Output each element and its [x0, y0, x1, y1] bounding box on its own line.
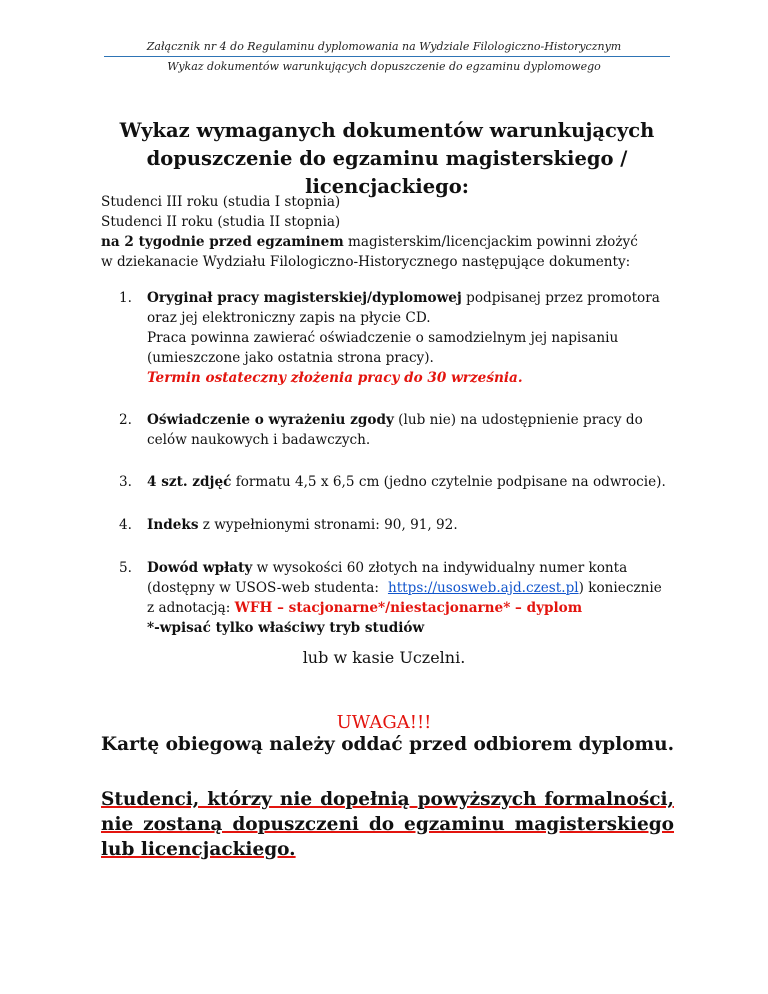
list-item-bold: Oświadczenie o wyrażeniu zgody [147, 412, 394, 428]
list-item-bold: Dowód wpłaty [147, 560, 253, 576]
list-item-number: 5. [119, 560, 132, 576]
title-line-1: Wykaz wymaganych dokumentów warunkujących [119, 119, 655, 142]
intro-line-4: w dziekanacie Wydziału Filologiczno-Historycznego następujące dokumenty: [101, 254, 631, 270]
list-item-text: z adnotacją: [147, 600, 235, 616]
warning-text: Kartę obiegową należy oddać przed odbiorem dyplomu. [101, 734, 675, 755]
list-item [101, 472, 691, 492]
list-item-text: podpisanej przez promotora [461, 290, 660, 306]
header-divider [104, 56, 670, 57]
intro-line-1: Studenci III roku (studia I stopnia) [101, 194, 341, 210]
list-item-text: ) koniecznie [578, 580, 662, 596]
list-item-text: (dostępny w USOS-web studenta: [147, 580, 379, 596]
list-item-text: w wysokości 60 złotych na indywidualny numer konta [252, 560, 628, 576]
list-item [101, 410, 691, 450]
usosweb-link[interactable]: https://usosweb.ajd.czest.pl [387, 580, 579, 596]
warning-title: UWAGA!!! [336, 712, 432, 733]
header-subtitle-line: Wykaz dokumentów warunkujących dopuszczenie do egzaminu dyplomowego [167, 60, 601, 73]
payment-annotation: WFH – stacjonarne*/niestacjonarne* – dyplom [234, 600, 583, 616]
intro-line-3 [101, 232, 691, 252]
list-item-text: Praca powinna zawierać oświadczenie o samodzielnym jej napisaniu [147, 330, 619, 346]
list-item-text: celów naukowych i badawczych. [147, 432, 371, 448]
list-item-text: oraz jej elektroniczny zapis na płycie CD. [147, 310, 431, 326]
list-item-number: 2. [119, 412, 132, 428]
list-item-bold: Oryginał pracy magisterskiej/dyplomowej [147, 290, 462, 306]
list-item [101, 288, 691, 388]
requirements-list [101, 288, 691, 638]
intro-paragraph [101, 192, 691, 272]
intro-line-3-rest: magisterskim/licencjackim powinni złożyć [343, 234, 638, 250]
study-mode-note: *-wpisać tylko właściwy tryb studiów [147, 620, 425, 636]
thesis-deadline-note: Termin ostateczny złożenia pracy do 30 września. [147, 370, 523, 386]
list-item-number: 1. [119, 290, 132, 306]
list-item-text: z wypełnionymi stronami: 90, 91, 92. [198, 517, 458, 533]
final-note: Studenci, którzy nie dopełnią powyższych formalności, nie zostaną dopuszczeni do egzaminu magisterskiego lub licencjackiego. [101, 789, 674, 860]
title-line-2: dopuszczenie do egzaminu magisterskiego / licencjackiego: [146, 147, 628, 198]
list-item-bold: Indeks [147, 517, 199, 533]
list-item-text: (umieszczone jako ostatnia strona pracy). [147, 350, 434, 366]
list-item [101, 558, 691, 638]
list-item-text: formatu 4,5 x 6,5 cm (jedno czytelnie podpisane na odwrocie). [231, 474, 666, 490]
list-item-number: 3. [119, 474, 132, 490]
list-item-text: (lub nie) na udostępnienie pracy do [393, 412, 643, 428]
intro-deadline-bold: na 2 tygodnie przed egzaminem [101, 234, 344, 250]
list-item-number: 4. [119, 517, 132, 533]
intro-line-2: Studenci II roku (studia II stopnia) [101, 214, 341, 230]
list-item [101, 515, 691, 535]
list-item-bold: 4 szt. zdjęć [147, 474, 232, 490]
cash-desk-note: lub w kasie Uczelni. [302, 648, 466, 667]
header-attachment-line: Załącznik nr 4 do Regulaminu dyplomowania na Wydziale Filologiczno-Historycznym [146, 40, 622, 53]
page-title [90, 117, 684, 201]
